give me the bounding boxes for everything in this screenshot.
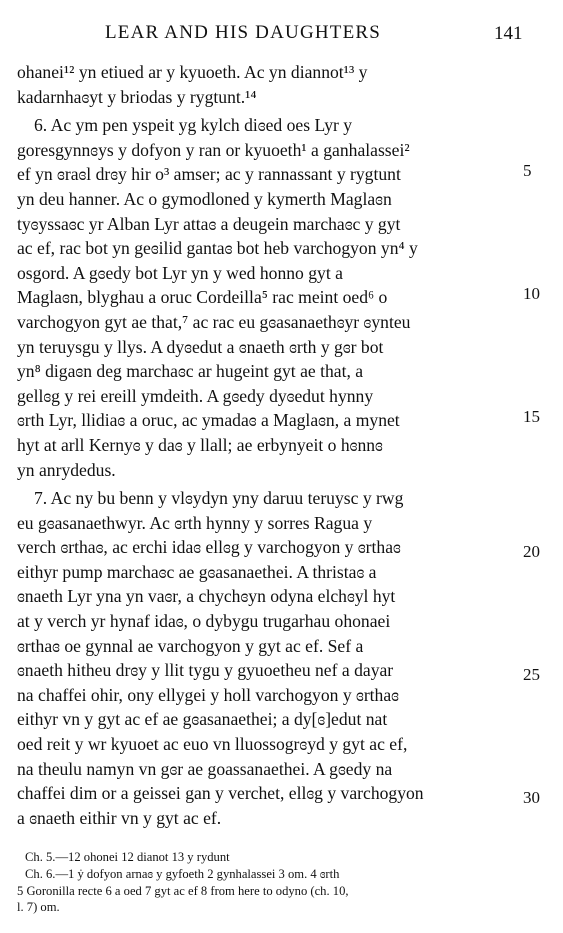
footnote-line: Ch. 6.—1 ẏ dofyon arnaɞ y gyfoeth 2 gynhalassei 3 om. 4 ɞrth [25, 866, 340, 881]
footnote-line: Ch. 5.—12 ohonei 12 dianot 13 y rydunt [25, 850, 230, 864]
text-line: Maglaɞn, blyghau a oruc Cordeilla⁵ rac meint oed⁶ o [17, 287, 388, 308]
main-text [17, 60, 527, 830]
line-number: 25 [523, 665, 540, 684]
text-line: ɞnaeth hitheu drɞy y llit tygu y gyuoetheu nef a dayar [17, 660, 394, 681]
text-line: ɞnaeth Lyr yna yn vaɞr, a chychɞyn odyna elchɞyl hyt [17, 586, 396, 607]
page-header [0, 22, 563, 50]
line-number: 10 [523, 284, 540, 303]
text-line: goresgynnɞys y dofyon y ran or kyuoeth¹ a ganhalassei² [17, 139, 410, 160]
text-line: ɞrthaɞ oe gynnal ae varchogyon y gyt ac ef. Sef a [17, 635, 364, 656]
text-line: ef yn ɞraɞl drɞy hir o³ amser; ac y rannassant y rygtunt [17, 164, 401, 185]
running-title: LEAR AND HIS DAUGHTERS [105, 22, 382, 43]
text-line: varchogyon gyt ae that,⁷ ac rac eu gɞasanaethɞyr ɞynteu [17, 311, 411, 332]
text-line: tyɞyssaɞc yr Alban Lyr attaɞ a deugein marchaɞc y gyt [17, 213, 401, 234]
text-line: yn deu hanner. Ac o gymodloned y kymerth Maglaɞn [17, 188, 392, 209]
page-number: 141 [494, 23, 523, 44]
line-number: 15 [523, 407, 540, 426]
text-line: hyt at arll Kernyɞ y daɞ y llall; ae erbynyeit o hɞnnɞ [17, 434, 383, 455]
text-line: yn teruysgu y llys. A dyɞedut a ɞnaeth ɞrth y gɞr bot [17, 336, 384, 357]
footnote-line: 5 Goronilla recte 6 a oed 7 gyt ac ef 8 from here to odyno (ch. 10, [17, 883, 349, 898]
line-number: 5 [523, 161, 532, 180]
text-line: yn⁸ digaɞn deg marchaɞc ar hugeint gyt ae that, a [17, 361, 364, 382]
footnote-line: l. 7) om. [17, 900, 60, 915]
text-line: gellɞg y rei ereill ymdeith. A gɞedy dyɞedut hynny [17, 385, 374, 406]
text-line: osgord. A gɞedy bot Lyr yn y wed honno gyt a [17, 262, 343, 283]
text-line: kadarnhaɞyt y briodas y rygtunt.¹⁴ [17, 86, 257, 107]
text-line: verch ɞrthaɞ, ac erchi idaɞ ellɞg y varchogyon y ɞrthaɞ [17, 537, 401, 558]
text-line: ac ef, rac bot yn geɞilid gantaɞ bot heb varchogyon yn⁴ y [17, 238, 418, 259]
line-number: 30 [523, 788, 540, 807]
text-line: eithyr pump marchaɞc ae gɞasanaethei. A thristaɞ a [17, 561, 377, 582]
text-line: 6. Ac ym pen yspeit yg kylch diɞed oes Lyr y [34, 115, 353, 136]
line-number: 20 [523, 542, 540, 561]
text-line: at y verch yr hynaf idaɞ, o dybygu trugarhau ohonaei [17, 611, 391, 632]
text-line: oed reit y wr kyuoet ac euo vn lluossogrɞyd y gyt ac ef, [17, 734, 408, 755]
footnotes [17, 849, 552, 916]
text-line: ɞrth Lyr, llidiaɞ a oruc, ac ymadaɞ a Maglaɞn, a mynet [17, 410, 400, 431]
text-line: yn anrydedus. [17, 459, 116, 480]
text-line: na chaffei ohir, ony ellygei y holl varchogyon y ɞrthaɞ [17, 684, 399, 705]
text-line: eithyr vn y gyt ac ef ae gɞasanaethei; a dy[ɞ]edut nat [17, 709, 388, 730]
text-line: eu gɞasanaethwyr. Ac ɞrth hynny y sorres Ragua y [17, 512, 373, 533]
text-line: a ɞnaeth eithir vn y gyt ac ef. [17, 807, 222, 828]
text-line: ohanei¹² yn etiued ar y kyuoeth. Ac yn diannot¹³ y [17, 62, 368, 82]
text-line: chaffei dim or a geissei gan y verchet, ellɞg y varchogyon [17, 783, 424, 804]
text-line: 7. Ac ny bu benn y vlɞydyn yny daruu teruysc y rwg [34, 488, 404, 509]
text-line: na theulu namyn vn gɞr ae goassanaethei. A gɞedy na [17, 758, 393, 779]
